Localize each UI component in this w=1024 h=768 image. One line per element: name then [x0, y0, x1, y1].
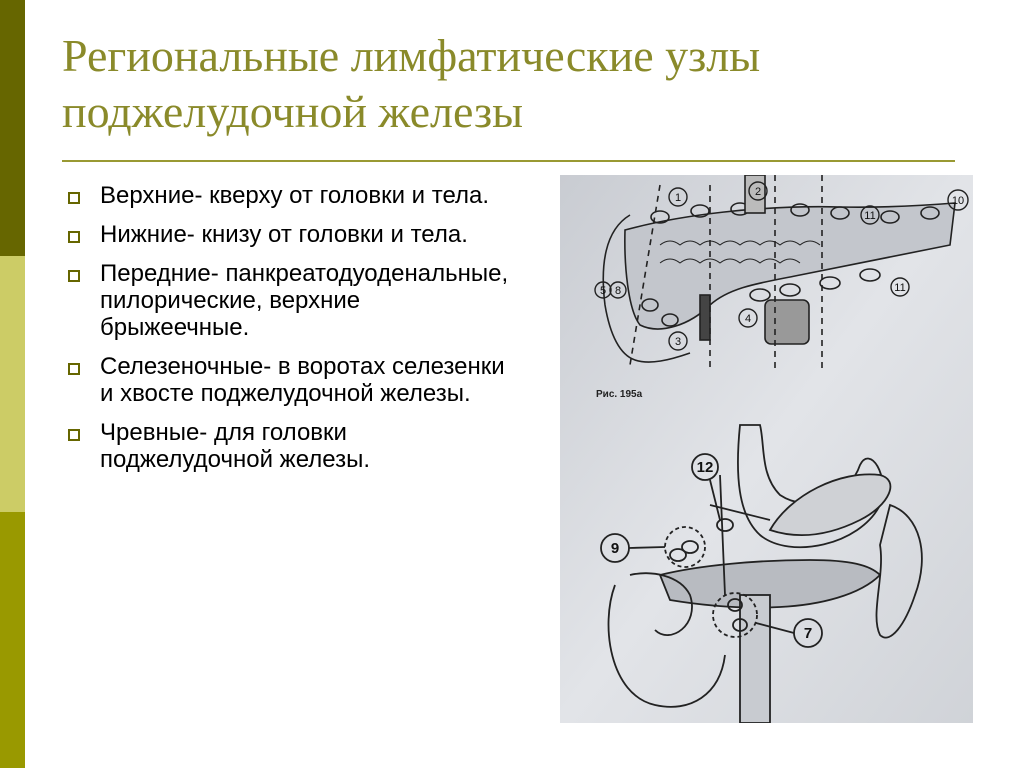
node-label: 2 — [754, 186, 762, 198]
decorative-bar-bottom — [0, 512, 25, 768]
decorative-bar-top — [0, 0, 25, 256]
bullet-text: Передние- панкреатодуоденальные, пилорические, верхние брыжеечные. — [100, 260, 509, 341]
bullet-text: Чревные- для головки поджелудочной железы. — [100, 419, 370, 473]
title-underline — [62, 160, 955, 162]
node-label: 11 — [864, 210, 876, 222]
node-label: 11 — [894, 282, 906, 294]
node-label: 10 — [951, 195, 965, 207]
node-label: 8 — [614, 285, 622, 297]
anatomy-illustration — [560, 175, 973, 723]
node-label: 4 — [744, 313, 752, 325]
slide-title: Региональные лимфатические узлы поджелудочной железы — [62, 30, 761, 137]
bullet-item — [62, 221, 512, 248]
bullet-list — [62, 182, 512, 485]
square-bullet-icon — [68, 192, 80, 204]
node-label: 12 — [696, 459, 714, 476]
square-bullet-icon — [68, 270, 80, 282]
node-label: 3 — [674, 336, 682, 348]
bullet-item — [62, 260, 512, 341]
bullet-text: Селезеночные- в воротах селезенки и хвосте поджелудочной железы. — [100, 353, 505, 407]
square-bullet-icon — [68, 363, 80, 375]
bullet-item — [62, 182, 512, 209]
square-bullet-icon — [68, 231, 80, 243]
bullet-text: Верхние- кверху от головки и тела. — [100, 182, 490, 209]
bullet-item — [62, 419, 512, 473]
node-label: 1 — [674, 192, 682, 204]
square-bullet-icon — [68, 429, 80, 441]
figure-caption: Рис. 195а — [596, 389, 643, 400]
bullet-text: Нижние- книзу от головки и тела. — [100, 221, 468, 248]
decorative-bar-middle — [0, 256, 25, 512]
node-label: 9 — [610, 540, 620, 557]
node-label: 5 — [599, 285, 607, 297]
node-label: 7 — [803, 625, 813, 642]
bullet-item — [62, 353, 512, 407]
